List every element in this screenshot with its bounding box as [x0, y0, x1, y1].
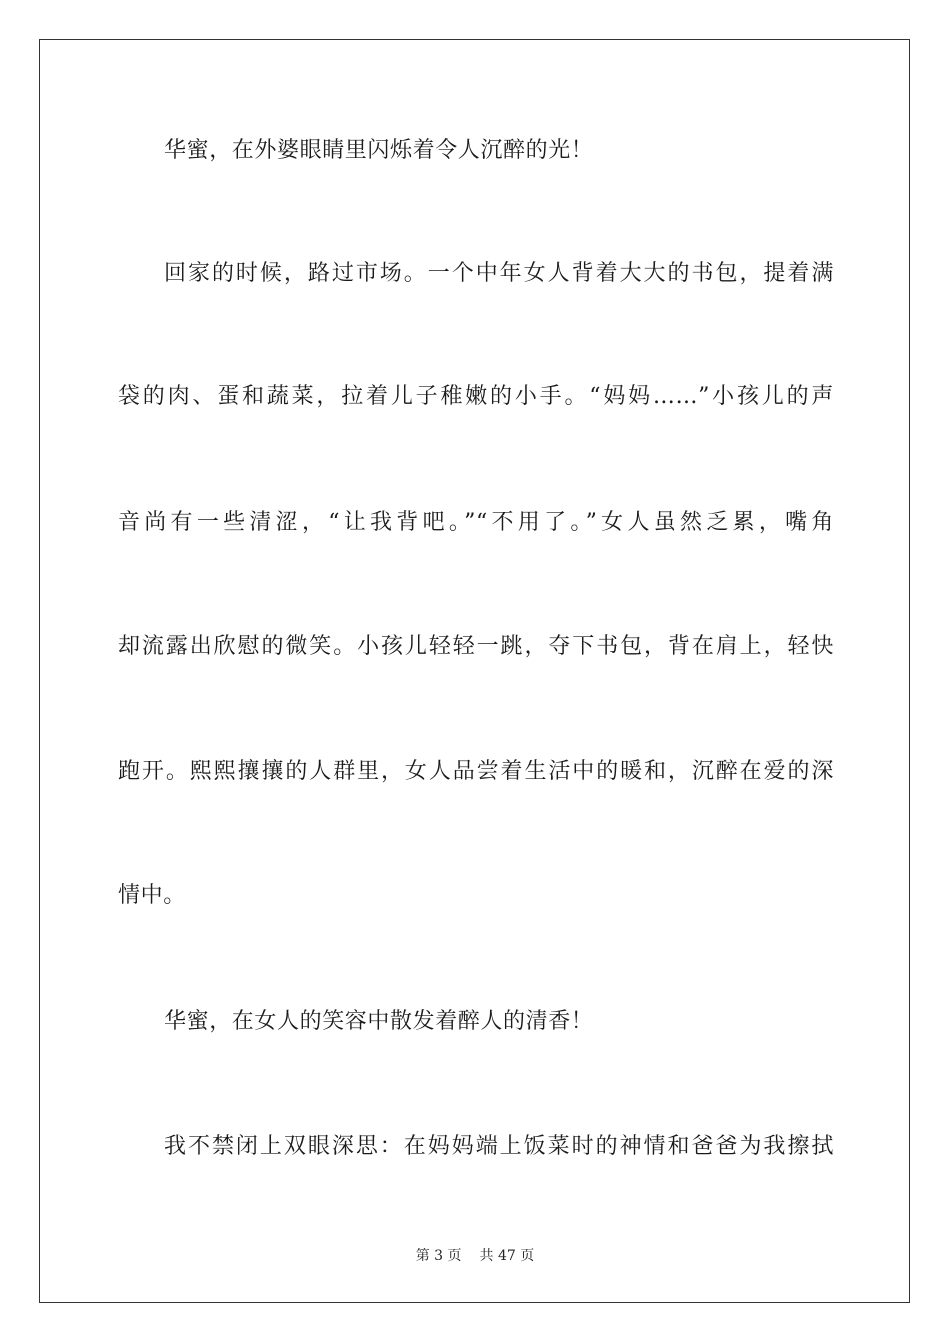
paragraph-line-1: 华蜜，在外婆眼睛里闪烁着令人沉醉的光！ — [164, 138, 594, 163]
paragraph-line-4: 音尚有一些清涩，“让我背吧。”“不用了。”女人虽然乏累，嘴角 — [118, 510, 834, 535]
page-footer — [0, 1247, 950, 1265]
paragraph-line-9: 我不禁闭上双眼深思：在妈妈端上饭菜时的神情和爸爸为我擦拭 — [164, 1134, 834, 1159]
page-total: 共 47 页 — [479, 1248, 535, 1264]
page-border — [39, 39, 910, 1303]
paragraph-line-2: 回家的时候，路过市场。一个中年女人背着大大的书包，提着满 — [164, 261, 834, 286]
paragraph-line-3: 袋的肉、蛋和蔬菜，拉着儿子稚嫩的小手。“妈妈……”小孩儿的声 — [118, 384, 834, 409]
page-number: 第 3 页 — [415, 1248, 462, 1264]
paragraph-line-6: 跑开。熙熙攘攘的人群里，女人品尝着生活中的暖和，沉醉在爱的深 — [118, 759, 834, 784]
paragraph-line-8: 华蜜，在女人的笑容中散发着醉人的清香！ — [164, 1009, 594, 1034]
paragraph-line-7: 情中。 — [118, 883, 186, 908]
paragraph-line-5: 却流露出欣慰的微笑。小孩儿轻轻一跳，夺下书包，背在肩上，轻快 — [118, 634, 834, 659]
